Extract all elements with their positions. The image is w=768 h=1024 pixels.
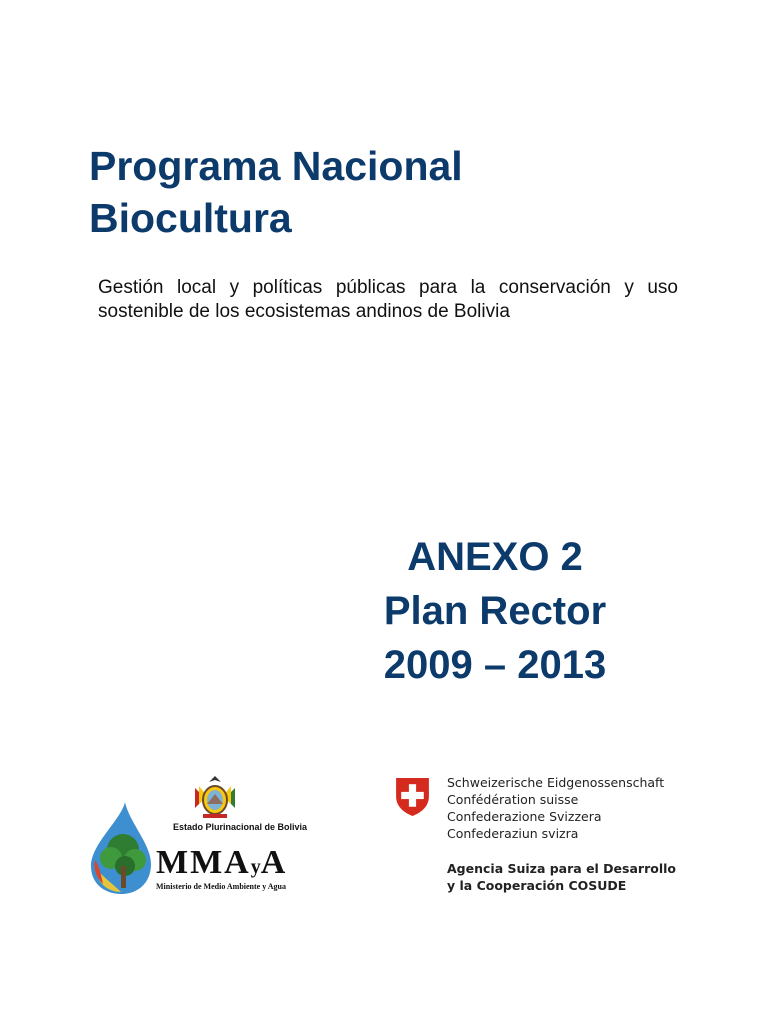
acronym-end: A [260,844,288,881]
mmaya-acronym [156,844,287,882]
water-drop-tree-icon [85,800,155,896]
ministerio-label: Ministerio de Medio Ambiente y Agua [156,882,286,891]
acronym-main: MMA [156,844,251,881]
cosude-agency-name [447,860,676,894]
agency-line-1: Agencia Suiza para el Desarrollo [447,861,676,876]
annex-heading [340,530,650,692]
name-italian: Confederazione Svizzera [447,809,602,824]
document-title [89,140,689,244]
cosude-logo [392,774,682,904]
document-subtitle: Gestión local y políticas públicas para la conservación y uso sostenible de los ecosistemas andinos de Bolivia [98,277,678,322]
swiss-flag-icon [392,776,433,817]
annex-number: ANEXO 2 [407,535,583,579]
bolivia-coat-of-arms-icon [191,774,239,822]
name-german: Schweizerische Eidgenossenschaft [447,775,665,790]
agency-line-2: y la Cooperación COSUDE [447,878,627,893]
name-romansh: Confederaziun svizra [447,826,579,841]
annex-period: 2009 – 2013 [383,643,607,687]
acronym-y: y [250,856,261,878]
estado-plurinacional-label: Estado Plurinacional de Bolivia [172,822,308,832]
mmaya-logo [85,770,315,900]
swiss-confederation-names [447,774,664,842]
title-line-2: Biocultura [89,195,292,241]
name-french: Confédération suisse [447,792,579,807]
title-line-1: Programa Nacional [89,143,463,189]
annex-name: Plan Rector [383,589,607,633]
